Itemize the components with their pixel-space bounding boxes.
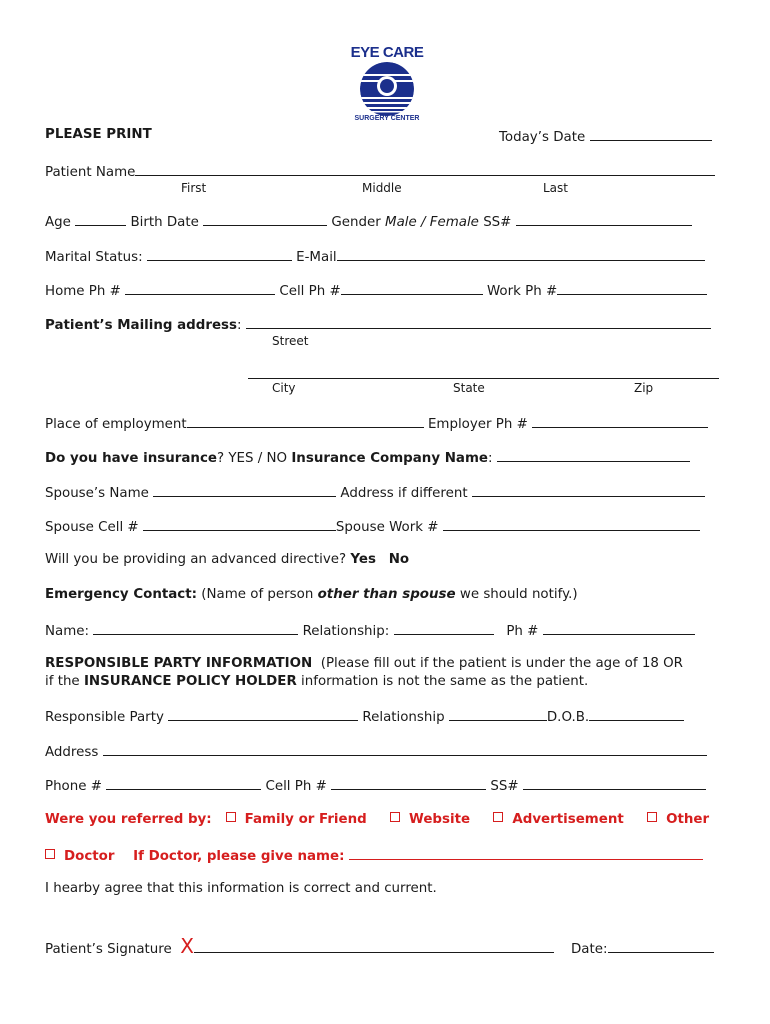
doctor-name-line[interactable] xyxy=(349,847,703,860)
cell-phone-label: Cell Ph # xyxy=(279,284,341,299)
family-label: Family or Friend xyxy=(244,812,367,827)
insurance-yes-no[interactable]: ? YES / NO xyxy=(216,451,288,466)
eye-emblem-icon xyxy=(357,61,417,117)
logo xyxy=(350,44,424,126)
age-label: Age xyxy=(45,215,71,230)
gender-options[interactable]: Male / Female xyxy=(385,215,479,230)
patient-name-field[interactable] xyxy=(45,163,715,180)
ss-label: SS# xyxy=(483,215,512,230)
street-caption: Street xyxy=(272,334,309,348)
spouse-work-line[interactable] xyxy=(443,518,700,531)
other-checkbox[interactable] xyxy=(647,812,657,822)
referral-label: Were you referred by: xyxy=(45,812,212,827)
emergency-relationship-label: Relationship: xyxy=(302,624,390,639)
emergency-note-emph: other than spouse xyxy=(317,587,456,602)
marital-status-label: Marital Status: xyxy=(45,250,143,265)
referral-other-option[interactable] xyxy=(647,812,709,827)
responsible-note-row xyxy=(45,674,588,689)
responsible-cell-line[interactable] xyxy=(331,777,486,790)
state-caption: State xyxy=(453,381,485,395)
website-checkbox[interactable] xyxy=(390,812,400,822)
responsible-note-1: (Please fill out if the patient is under the age of 18 OR xyxy=(320,656,683,671)
emergency-fields-row xyxy=(45,622,695,639)
responsible-ss-line[interactable] xyxy=(523,777,706,790)
doctor-checkbox[interactable] xyxy=(45,849,55,859)
responsible-dob-label: D.O.B. xyxy=(546,710,590,725)
family-checkbox[interactable] xyxy=(226,812,236,822)
directive-no[interactable]: No xyxy=(388,552,410,567)
responsible-cell-label: Cell Ph # xyxy=(265,779,327,794)
marital-row xyxy=(45,248,705,265)
responsible-address-line[interactable] xyxy=(103,743,707,756)
doctor-name-label: If Doctor, please give name: xyxy=(133,849,345,864)
last-name-caption: Last xyxy=(543,181,568,195)
responsible-address-row xyxy=(45,743,707,760)
todays-date-field[interactable] xyxy=(499,128,712,145)
spouse-address-line[interactable] xyxy=(472,484,705,497)
referral-doctor-option[interactable] xyxy=(45,849,114,864)
signature-date-line[interactable] xyxy=(608,940,714,953)
home-phone-label: Home Ph # xyxy=(45,284,121,299)
spouse-name-line[interactable] xyxy=(153,484,336,497)
street-line[interactable] xyxy=(246,316,711,329)
referral-family-option[interactable] xyxy=(226,812,367,827)
work-phone-label: Work Ph # xyxy=(486,284,558,299)
emergency-heading-row xyxy=(45,587,578,602)
advertisement-label: Advertisement xyxy=(512,812,624,827)
signature-label: Patient’s Signature xyxy=(45,942,172,957)
todays-date-label: Today’s Date xyxy=(499,130,586,145)
employment-row xyxy=(45,415,708,432)
responsible-party-label: Responsible Party xyxy=(45,710,164,725)
spouse-cell-label: Spouse Cell # xyxy=(45,520,139,535)
employer-phone-line[interactable] xyxy=(532,415,708,428)
logo-text-bottom: SURGERY CENTER xyxy=(354,115,420,122)
email-label: E-Mail xyxy=(296,250,337,265)
zip-caption: Zip xyxy=(634,381,654,395)
emergency-phone-label: Ph # xyxy=(506,624,539,639)
responsible-dob-line[interactable] xyxy=(589,708,684,721)
signature-row xyxy=(45,934,714,958)
insurance-row xyxy=(45,449,690,466)
todays-date-line[interactable] xyxy=(590,128,712,141)
doctor-label: Doctor xyxy=(64,849,115,864)
mailing-address-colon: : xyxy=(236,318,242,333)
signature-date-label: Date: xyxy=(570,942,608,957)
referral-row xyxy=(45,812,709,827)
phones-row xyxy=(45,282,707,299)
directive-row xyxy=(45,552,409,567)
mailing-address-row xyxy=(45,316,711,333)
first-name-caption: First xyxy=(181,181,207,195)
cell-phone-line[interactable] xyxy=(341,282,483,295)
birth-date-line[interactable] xyxy=(203,213,327,226)
responsible-relationship-line[interactable] xyxy=(449,708,547,721)
emergency-phone-line[interactable] xyxy=(543,622,695,635)
email-line[interactable] xyxy=(337,248,705,261)
birth-date-label: Birth Date xyxy=(130,215,199,230)
responsible-party-line[interactable] xyxy=(168,708,358,721)
responsible-phone-line[interactable] xyxy=(106,777,261,790)
responsible-relationship-label: Relationship xyxy=(362,710,445,725)
logo-text-top: EYE CARE xyxy=(350,44,424,61)
signature-line[interactable] xyxy=(194,940,554,953)
spouse-cell-line[interactable] xyxy=(143,518,336,531)
emergency-relationship-line[interactable] xyxy=(394,622,494,635)
middle-name-caption: Middle xyxy=(362,181,402,195)
age-line[interactable] xyxy=(75,213,126,226)
city-state-zip-line[interactable] xyxy=(248,366,719,379)
referral-website-option[interactable] xyxy=(390,812,470,827)
employment-label: Place of employment xyxy=(45,417,187,432)
signature-x-mark: X xyxy=(180,934,194,958)
employment-line[interactable] xyxy=(187,415,424,428)
insurance-company-colon: : xyxy=(488,451,493,466)
work-phone-line[interactable] xyxy=(557,282,707,295)
advertisement-checkbox[interactable] xyxy=(493,812,503,822)
patient-name-label: Patient Name xyxy=(45,165,136,180)
agreement-text: I hearby agree that this information is correct and current. xyxy=(45,881,437,896)
home-phone-line[interactable] xyxy=(125,282,275,295)
please-print-heading: PLEASE PRINT xyxy=(45,127,152,142)
ss-line[interactable] xyxy=(516,213,692,226)
responsible-note-2a: if the xyxy=(45,674,80,689)
spouse-phone-row xyxy=(45,518,700,535)
spouse-work-label: Spouse Work # xyxy=(335,520,439,535)
responsible-note-2c: information is not the same as the patient. xyxy=(301,674,589,689)
spouse-name-row xyxy=(45,484,705,501)
marital-status-line[interactable] xyxy=(147,248,292,261)
directive-yes[interactable]: Yes xyxy=(350,552,376,567)
website-label: Website xyxy=(409,812,471,827)
responsible-title: RESPONSIBLE PARTY INFORMATION xyxy=(45,656,313,671)
insurance-company-label: Insurance Company Name xyxy=(291,451,489,466)
gender-label: Gender xyxy=(331,215,381,230)
city-caption: City xyxy=(272,381,296,395)
age-row xyxy=(45,213,692,230)
responsible-phone-row xyxy=(45,777,706,794)
emergency-name-label: Name: xyxy=(45,624,90,639)
directive-question: Will you be providing an advanced directive? xyxy=(45,552,347,567)
insurance-question: Do you have insurance xyxy=(45,451,217,466)
emergency-note-pre: (Name of person xyxy=(201,587,314,602)
referral-doctor-row xyxy=(45,847,703,864)
responsible-ss-label: SS# xyxy=(490,779,519,794)
responsible-phone-label: Phone # xyxy=(45,779,102,794)
emergency-label: Emergency Contact: xyxy=(45,587,198,602)
responsible-heading-row xyxy=(45,656,683,671)
insurance-company-line[interactable] xyxy=(497,449,690,462)
emergency-note-post: we should notify.) xyxy=(459,587,578,602)
responsible-address-label: Address xyxy=(45,745,99,760)
mailing-address-label: Patient’s Mailing address xyxy=(45,318,237,333)
other-label: Other xyxy=(666,812,710,827)
spouse-name-label: Spouse’s Name xyxy=(45,486,149,501)
employer-phone-label: Employer Ph # xyxy=(427,417,528,432)
emergency-name-line[interactable] xyxy=(93,622,298,635)
spouse-address-label: Address if different xyxy=(340,486,468,501)
responsible-note-2b: INSURANCE POLICY HOLDER xyxy=(83,674,297,689)
responsible-party-row xyxy=(45,708,684,725)
patient-name-line[interactable] xyxy=(135,163,715,176)
referral-ad-option[interactable] xyxy=(493,812,623,827)
